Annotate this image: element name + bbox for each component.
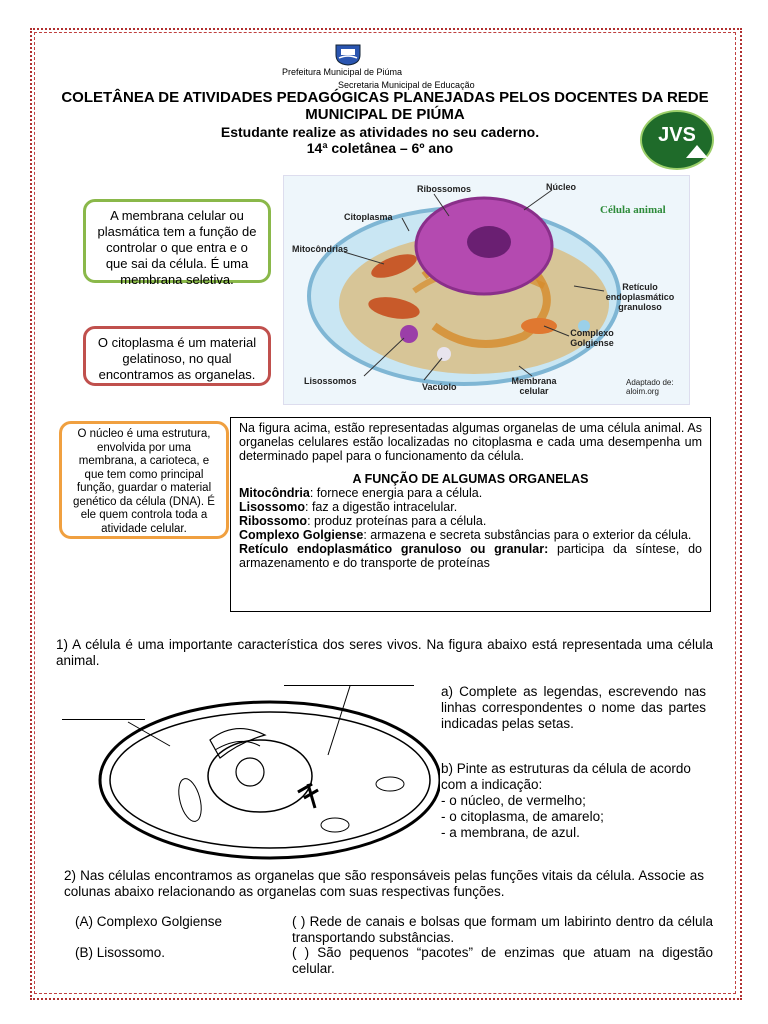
info-term: Ribossomo bbox=[239, 514, 308, 528]
secretaria-label: Secretaria Municipal de Educação bbox=[338, 80, 475, 90]
label-citoplasma: Citoplasma bbox=[344, 212, 393, 222]
info-term: Lisossomo bbox=[239, 500, 305, 514]
color-instruction: - o núcleo, de vermelho; bbox=[441, 793, 586, 808]
info-heading: A FUNÇÃO DE ALGUMAS ORGANELAS bbox=[352, 472, 589, 486]
figure-credit: Adaptado de: aloim.org bbox=[626, 378, 674, 396]
page-title: COLETÂNEA DE ATIVIDADES PEDAGÓGICAS PLANEJADAS PELOS DOCENTES DA REDE MUNICIPAL DE PIÚMA bbox=[61, 89, 709, 123]
organelles-info-box bbox=[230, 417, 711, 612]
column-a-item: (B) Lisossomo. bbox=[75, 945, 166, 960]
info-term: Complexo Golgiense bbox=[239, 528, 364, 542]
info-text: : produz proteínas para a célula. bbox=[307, 514, 487, 528]
prefeitura-label: Prefeitura Municipal de Piúma bbox=[282, 67, 403, 77]
question-1-text: 1) A célula é uma importante característica dos seres vivos. Na figura abaixo está representada uma célula animal. bbox=[56, 637, 713, 668]
info-item bbox=[239, 514, 702, 528]
logo-text: JVS bbox=[658, 124, 696, 146]
column-b-item[interactable]: ( ) São pequenos “pacotes” de enzimas que atuam na digestão celular. bbox=[292, 945, 713, 976]
question-1b-intro: b) Pinte as estruturas da célula de acordo com a indicação: bbox=[441, 761, 691, 792]
question-2-text: 2) Nas células encontramos as organelas que são responsáveis pelas funções vitais da célula. Associe as colunas abaixo relacionando as organelas com suas respectivas funções. bbox=[64, 868, 704, 899]
info-term: Retículo endoplasmático granuloso ou granular: bbox=[239, 542, 549, 556]
citoplasma-box: O citoplasma é um material gelatinoso, no qual encontramos as organelas. bbox=[83, 326, 271, 386]
info-item bbox=[239, 542, 702, 570]
info-text: : faz a digestão intracelular. bbox=[305, 500, 458, 514]
mountain-icon bbox=[686, 144, 708, 158]
label-mitocondrias: Mitocôndrias bbox=[292, 244, 349, 254]
info-item bbox=[239, 528, 702, 542]
membrana-box: A membrana celular ou plasmática tem a função de controlar o que entra e o que sai da célula. É uma membrana seletiva. bbox=[83, 199, 271, 283]
column-a-item: (A) Complexo Golgiense bbox=[75, 914, 223, 929]
instruction-text: Estudante realize as atividades no seu caderno. bbox=[220, 124, 540, 140]
info-term: Mitocôndria bbox=[239, 486, 310, 500]
label-nucleo: Núcleo bbox=[546, 182, 577, 192]
info-text: : armazena e secreta substâncias para o exterior da célula. bbox=[363, 528, 692, 542]
label-ribossomos: Ribossomos bbox=[417, 184, 472, 194]
nucleo-box: O núcleo é uma estrutura, envolvida por uma membrana, a carioteca, e que tem como principal função, guardar o material genético da célula (DNA). É ele quem controla toda a atividade celular. bbox=[59, 421, 229, 539]
label-reticulo: Retículo endoplasmático granuloso bbox=[605, 282, 675, 312]
info-item bbox=[239, 486, 702, 500]
question-1b bbox=[441, 761, 706, 841]
label-complexo: Complexo Golgiense bbox=[570, 328, 614, 348]
crest-icon bbox=[333, 42, 363, 66]
label-membrana: Membrana celular bbox=[511, 376, 557, 396]
label-lisossomos: Lisossomos bbox=[304, 376, 357, 386]
column-b-item[interactable]: ( ) Rede de canais e bolsas que formam um labirinto dentro da célula transportando substâncias. bbox=[292, 914, 713, 945]
school-logo bbox=[640, 110, 714, 170]
color-instruction: - o citoplasma, de amarelo; bbox=[441, 809, 604, 824]
info-text: : fornece energia para a célula. bbox=[309, 486, 483, 500]
collection-label: 14ª coletânea – 6º ano bbox=[306, 140, 454, 156]
cell-drawing bbox=[60, 680, 440, 860]
label-vacuolo: Vacúolo bbox=[422, 382, 457, 392]
cell-figure bbox=[283, 175, 690, 405]
question-1a: a) Complete as legendas, escrevendo nas linhas correspondentes o nome das partes indicadas pelas setas. bbox=[441, 684, 706, 731]
color-instruction: - a membrana, de azul. bbox=[441, 825, 580, 840]
figure-title: Célula animal bbox=[600, 204, 666, 216]
info-text: participa da síntese, do armazenamento e do transporte de proteínas bbox=[239, 542, 702, 570]
info-intro: Na figura acima, estão representadas algumas organelas de uma célula animal. As organelas celulares estão localizadas no citoplasma e cada uma desempenha um determinado papel para o funcionamento da célula. bbox=[239, 421, 702, 463]
info-item bbox=[239, 500, 702, 514]
